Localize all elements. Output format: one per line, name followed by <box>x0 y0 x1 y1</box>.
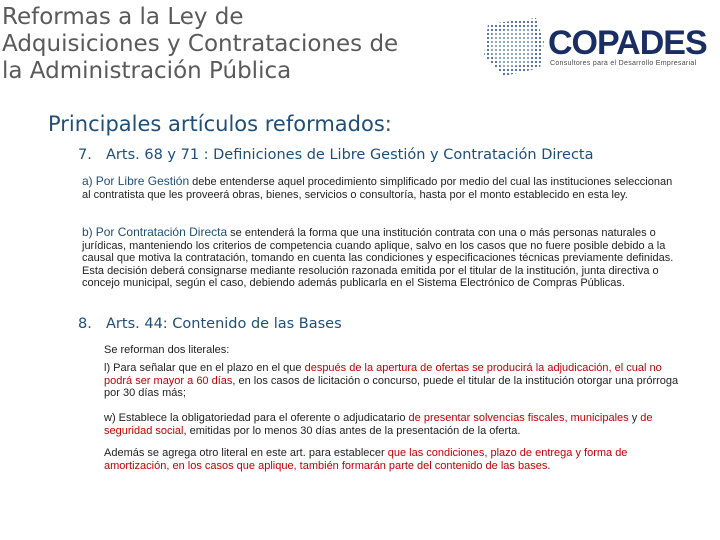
item-7-number: 7. <box>78 147 92 163</box>
item-8-heading <box>78 316 342 332</box>
logo-tagline: Consultores para el Desarrollo Empresarial <box>550 60 697 67</box>
item-7b-term: Por Contratación Directa <box>95 225 228 239</box>
item-8-literal-w <box>104 412 694 437</box>
item-7a-paragraph <box>82 175 682 201</box>
item-8-literal-l <box>104 362 688 400</box>
title-line-2: Adquisiciones y Contrataciones de <box>2 31 399 57</box>
literal-w-highlight-1: de presentar solvencias fiscales, municipales <box>408 412 629 424</box>
literal-w-text-2: y <box>628 412 641 424</box>
item-7-heading <box>78 147 594 163</box>
item-7a-text: debe entenderse aquel procedimiento simplificado por medio del cual las instituciones seleccionan al contratista que les proveerá obras, bienes, servicios o consultoría, hasta por el monto establecido en esta ley. <box>82 176 673 201</box>
section-subtitle: Principales artículos reformados: <box>48 112 392 136</box>
item-8-extra-literal <box>104 447 694 472</box>
extra-text-2: . <box>547 459 551 472</box>
literal-w-highlight-2: de seguridad social <box>104 412 653 437</box>
item-7-title: Arts. 68 y 71 : Definiciones de Libre Gestión y Contratación Directa <box>106 147 594 163</box>
literal-w-text-1: w) Establece la obligatoriedad para el oferente o adjudicatario <box>104 412 409 424</box>
extra-text-1: Además se agrega otro literal en este art. para establecer <box>104 447 388 459</box>
title-line-3: la Administración Pública <box>2 58 292 84</box>
logo-wordmark: COPADES <box>548 24 707 62</box>
item-7a-term: Por Libre Gestión <box>95 174 190 188</box>
item-8-intro: Se reforman dos literales: <box>104 344 230 356</box>
item-7b-label: b) <box>82 225 93 239</box>
item-8-title: Arts. 44: Contenido de las Bases <box>106 316 342 332</box>
item-8-number: 8. <box>78 316 92 332</box>
literal-w-text-3: , emitidas por lo menos 30 días antes de la presentación de la oferta. <box>183 424 521 437</box>
literal-l-text-1: l) Para señalar que en el plazo en el que <box>104 362 305 374</box>
globe-icon <box>478 12 548 82</box>
literal-l-highlight: después de la apertura de ofertas se producirá la adjudicación, el cual no podrá ser mayor a 60 días <box>104 362 662 387</box>
slide-title <box>2 4 482 85</box>
extra-highlight: que las condiciones, plazo de entrega y forma de amortización, en los casos que aplique, también formarán parte del contenido de las bases <box>104 447 628 472</box>
copades-logo <box>478 12 710 82</box>
title-line-1: Reformas a la Ley de <box>2 4 244 30</box>
literal-l-text-2: , en los casos de licitación o concurso, puede el titular de la institución otorgar una prórroga por 30 días más; <box>104 374 679 400</box>
item-7b-paragraph <box>82 226 682 290</box>
item-7b-text: se entenderá la forma que una institución contrata con una o más personas naturales o jurídicas, manteniendo los criterios de competencia cuando aplique, salvo en los casos que no fuere posible debido a la causal que motiva la contratación, tomando en cuenta las condiciones y especificaciones técnicas previamente definidas. Esta decisión deberá consignarse mediante resolución razonada emitida por el titular de la institución, junta directiva o concejo municipal, según el caso, debiendo además publicarla en el Sistema Electrónico de Compras Públicas. <box>82 227 674 290</box>
item-7a-label: a) <box>82 174 93 188</box>
